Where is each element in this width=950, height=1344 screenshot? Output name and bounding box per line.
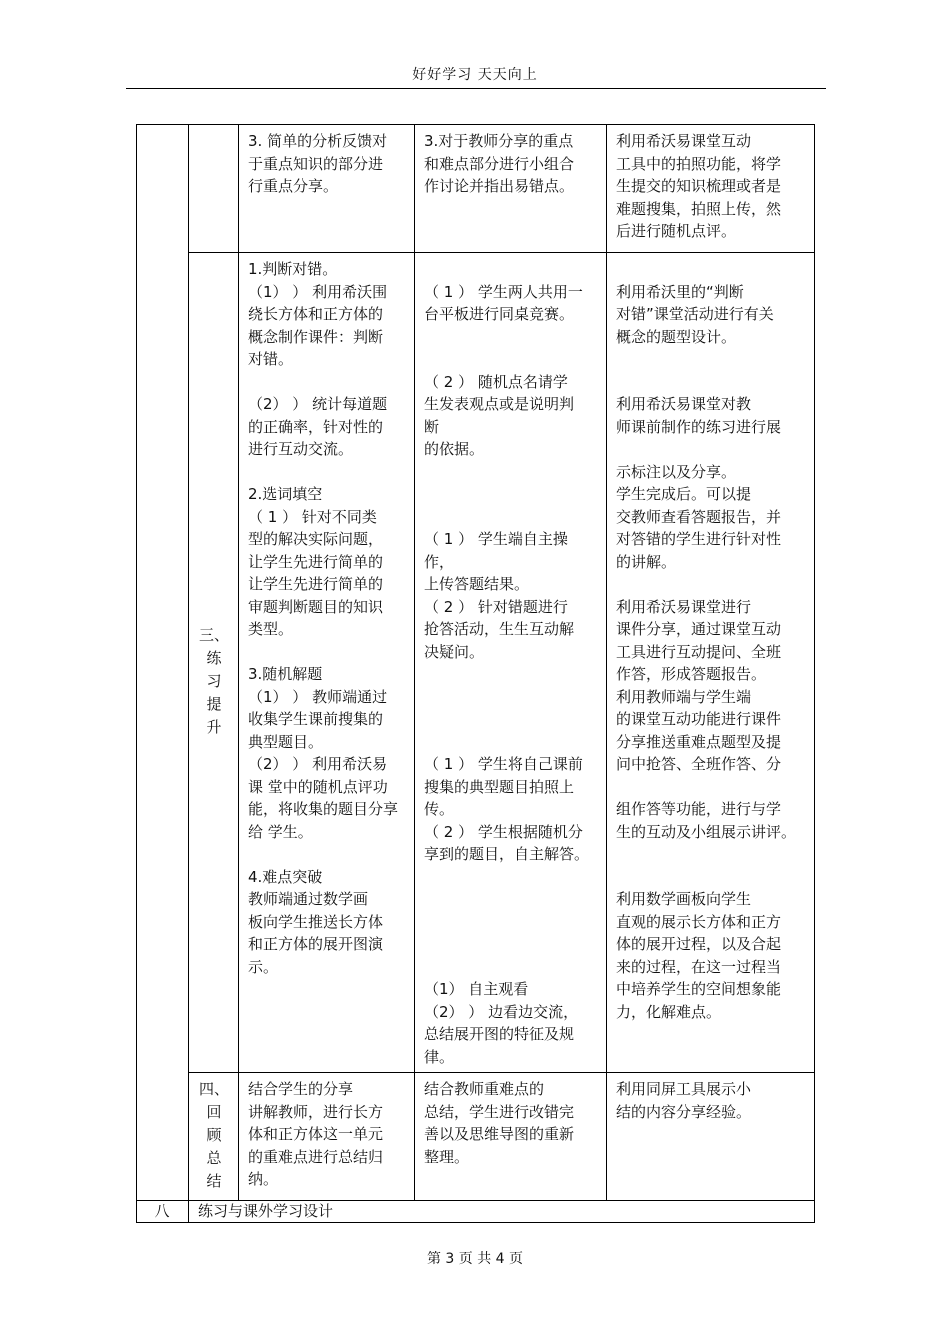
page-footer: 第 3 页 共 4 页 xyxy=(426,1251,524,1267)
row2-student-activity: （ 1 ） 学生两人共用一 台平板进行同桌竞赛。 （ 2 ） 随机点名请学 生发表观点或是说明判 断 的依据。 （ 1 ） 学生端自主操 作， 上传答题结果。 （ 2 ） 针对错题进行 抢答活动，生生互动解 决疑问。 （ 1 ） 学生将自己课前 搜集的典型题目拍照上 传。 （ 2 ） 学生根据随机分 享到的题目，自主解答。 （1） 自主观看 （2） ） 边看边交流， 总结展开图的特征及规 律。 xyxy=(424,282,590,1066)
row1-tech-usage: 利用希沃易课堂互动 工具中的拍照功能，将学 生提交的知识梳理或者是 难题搜集，拍照上传，然 后进行随机点评。 xyxy=(616,132,782,240)
row1-teacher-activity: 3. 简单的分析反馈对 于重点知识的部分进 行重点分享。 xyxy=(248,132,388,195)
row-divider-2 xyxy=(188,1072,815,1073)
row3-teacher-activity: 结合学生的分享 讲解教师，进行长方 体和正方体这一单元 的重难点进行总结归 纳。 xyxy=(248,1080,384,1188)
table-border-left xyxy=(136,124,137,1222)
table-border-col1 xyxy=(188,124,189,1222)
table-border-right xyxy=(814,124,815,1222)
row3-section-label: 四、 回 顾 总 结 xyxy=(198,1080,229,1190)
page-header: 好好学习 天天向上 xyxy=(412,67,538,83)
table-border-bottom xyxy=(136,1222,815,1223)
row3-tech-usage: 利用同屏工具展示小 结的内容分享经验。 xyxy=(616,1080,752,1121)
table-border-col2 xyxy=(238,124,239,1200)
row3-student-activity: 结合教师重难点的 总结，学生进行改错完 善以及思维导图的重新 整理。 xyxy=(424,1080,575,1166)
row4-number: 八 xyxy=(154,1202,170,1220)
row-divider-1 xyxy=(188,252,815,253)
row2-teacher-activity: 1.判断对错。 （1） ） 利用希沃围 绕长方体和正方体的 概念制作课件：判断 对错。 （2） ） 统计每道题 的正确率，针对性的 进行互动交流。 2.选词填空 （ 1 ） 针对不同类 型的解决实际问题， 让学生先进行简单的 让学生先进行简单的 审题判断题目的知识 类型。 3.随机解题 （1） ） 教师端通过 收集学生课前搜集的 典型题目。 （2） ） 利用希沃易 课 堂中的随机点评功 能，将收集的题目分享 给 学生。 4.难点突破 教师端通过数学画 板向学生推送长方体 和正方体的展开图演 示。 xyxy=(248,260,399,976)
table-border-col3 xyxy=(414,124,415,1200)
table-border-top xyxy=(136,124,815,125)
row4-title: 练习与课外学习设计 xyxy=(198,1202,334,1220)
row1-student-activity: 3.对于教师分享的重点 和难点部分进行小组合 作讨论并指出易错点。 xyxy=(424,132,575,195)
header-rule xyxy=(126,88,826,89)
row2-section-label: 三、 练 习 提 升 xyxy=(198,626,229,736)
row2-tech-usage: 利用希沃里的“判断 对错”课堂活动进行有关 概念的题型设计。 利用希沃易课堂对教 师课前制作的练习进行展 示标注以及分享。 学生完成后。可以提 交教师查看答题报告，并 对答错的学生进行针对性 的讲解。 利用希沃易课堂进行 课件分享，通过课堂互动 工具进行互动提问、全班 作答，形成答题报告。 利用教师端与学生端 的课堂互动功能进行课件 分享推送重难点题型及提 问中抢答、全班作答、分 组作答等功能，进行与学 生的互动及小组展示讲评。 利用数学画板向学生 直观的展示长方体和正方 体的展开过程，以及合起 来的过程，在这一过程当 中培养学生的空间想象能 力，化解难点。 xyxy=(616,282,797,1021)
